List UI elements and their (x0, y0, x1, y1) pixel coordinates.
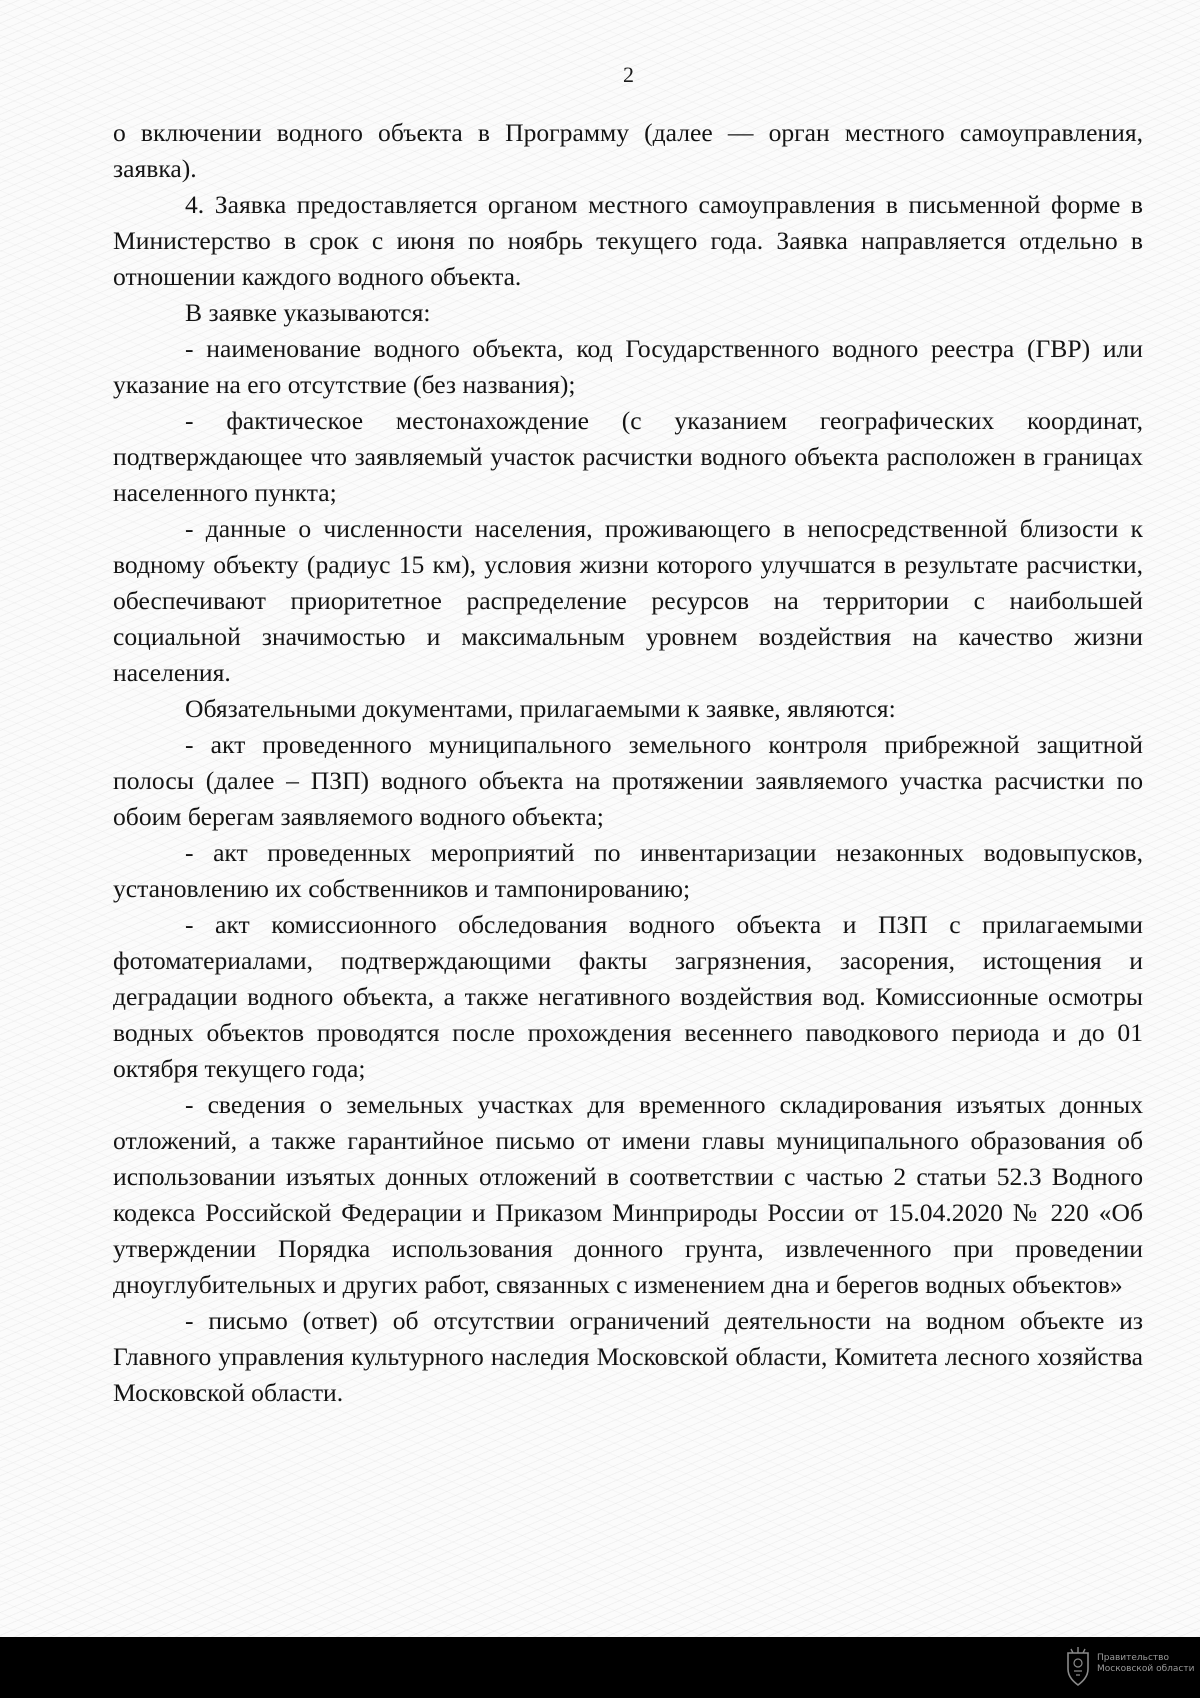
paragraph-12: - письмо (ответ) об отсутствии ограничений деятельности на водном объекте из Главного управления культурного наследия Московской области, Комитета лесного хозяйства Московской области. (113, 1306, 1143, 1407)
footer-caption-line-1: Правительство (1097, 1653, 1169, 1663)
document-body (113, 115, 1143, 1411)
coat-of-arms-icon (1062, 1647, 1094, 1687)
footer-caption-line-2: Московской области (1097, 1664, 1195, 1674)
paragraph-10: - акт комиссионного обследования водного объекта и ПЗП с прилагаемыми фотоматериалами, подтверждающими факты загрязнения, засорения, истощения и деградации водного объекта, а также негативного воздействия вод. Комиссионные осмотры водных объектов проводятся после прохождения весеннего паводкового периода и до 01 октября текущего года; (113, 910, 1143, 1083)
paragraph-9: - акт проведенных мероприятий по инвентаризации незаконных водовыпусков, установлению их собственников и тампонированию; (113, 838, 1143, 903)
footer-caption (1097, 1653, 1197, 1675)
paragraph-7: Обязательными документами, прилагаемыми к заявке, являются: (185, 694, 896, 723)
paragraph-4: - наименование водного объекта, код Государственного водного реестра (ГВР) или указание на его отсутствие (без названия); (113, 334, 1143, 399)
paragraph-6: - данные о численности населения, проживающего в непосредственной близости к водному объекту (радиус 15 км), условия жизни которого улучшатся в результате расчистки, обеспечивают приоритетное распределение ресурсов на территории с наибольшей социальной значимостью и максимальным уровнем воздействия на качество жизни населения. (113, 514, 1143, 687)
paragraph-2: 4. Заявка предоставляется органом местного самоуправления в письменной форме в Министерство в срок с июня по ноябрь текущего года. Заявка направляется отдельно в отношении каждого водного объекта. (113, 190, 1143, 291)
paragraph-3: В заявке указываются: (185, 298, 431, 327)
paragraph-8: - акт проведенного муниципального земельного контроля прибрежной защитной полосы (далее – ПЗП) водного объекта на протяжении заявляемого участка расчистки по обоим берегам заявляемого водного объекта; (113, 730, 1143, 831)
paragraph-11: - сведения о земельных участках для временного складирования изъятых донных отложений, а также гарантийное письмо от имени главы муниципального образования об использовании изъятых донных отложений в соответствии с частью 2 статьи 52.3 Водного кодекса Российской Федерации и Приказом Минприроды России от 15.04.2020 № 220 «Об утверждении Порядка использования донного грунта, извлеченного при проведении дноуглубительных и других работ, связанных с изменением дна и берегов водных объектов» (113, 1090, 1143, 1299)
footer-bar (0, 1637, 1200, 1698)
page-number: 2 (623, 62, 634, 87)
paragraph-1: о включении водного объекта в Программу (далее — орган местного самоуправления, заявка). (113, 118, 1143, 183)
paragraph-5: - фактическое местонахождение (с указанием географических координат, подтверждающее что заявляемый участок расчистки водного объекта расположен в границах населенного пункта; (113, 406, 1143, 507)
